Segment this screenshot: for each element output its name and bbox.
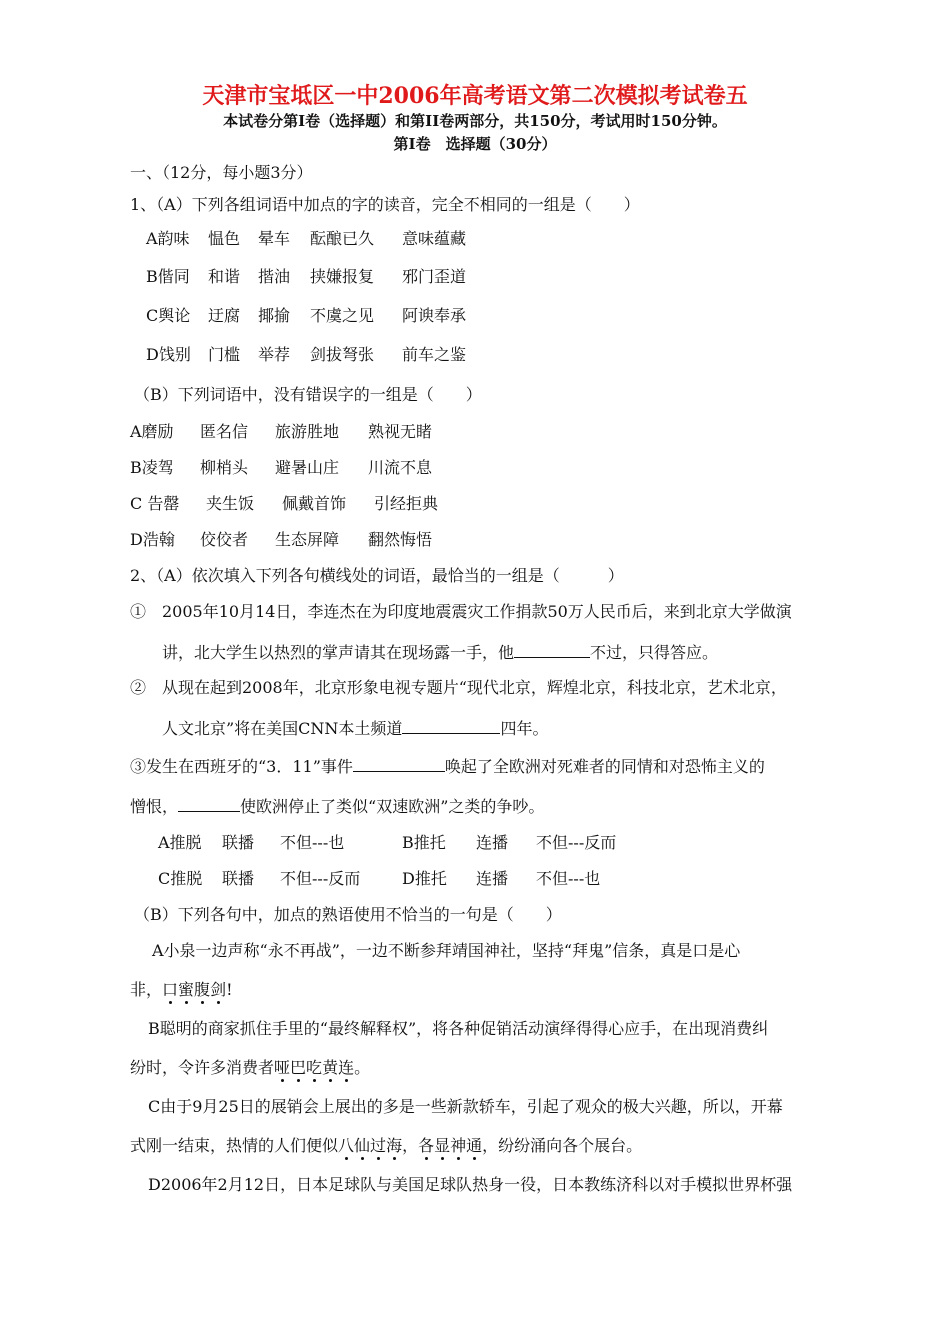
q2a-opt-d-3: 不但---也 — [536, 869, 601, 888]
q2b-option-c-line2 — [130, 1135, 642, 1157]
q1a-opt-c-2: 迂腐 — [208, 306, 241, 325]
q1a-opt-a-2: 愠色 — [208, 229, 241, 248]
q1a-opt-b-5: 邪门歪道 — [402, 267, 467, 286]
q1b-stem: （B）下列词语中，没有错误字的一组是（ ） — [134, 385, 482, 404]
q2a-opt-b-3: 不但---反而 — [536, 833, 617, 852]
q2a-sentence3-line2 — [130, 795, 544, 818]
q2a-s3-text-a: ③发生在西班牙的“3．11”事件 — [130, 757, 353, 776]
q1b-opt-b-1: B凌驾 — [130, 458, 174, 477]
q2a-s2-text-b: 四年。 — [500, 719, 549, 738]
q2b-b-text: 纷时，令许多消费者 — [130, 1058, 275, 1077]
dotted-idiom-b: 哑巴吃黄连 — [274, 1058, 355, 1077]
q1b-opt-b-4: 川流不息 — [368, 458, 433, 477]
q2a-sentence3-line1 — [130, 755, 765, 778]
q2a-s1-text-a: 讲，北大学生以热烈的掌声请其在现场露一手，他 — [162, 643, 515, 662]
q1b-opt-a-1: A磨励 — [130, 422, 174, 441]
q1a-opt-d-3: 举荐 — [258, 345, 291, 364]
q2a-sentence1-line2 — [162, 641, 718, 664]
q2b-c-end: ，纷纷涌向各个展台。 — [482, 1136, 643, 1155]
q1a-opt-b-3: 揩油 — [258, 267, 291, 286]
q1b-opt-a-2: 匿名信 — [200, 422, 249, 441]
q1a-opt-d-5: 前车之鉴 — [402, 345, 467, 364]
q2b-a-text: 非， — [130, 980, 163, 999]
q1a-opt-d-2: 门槛 — [208, 345, 241, 364]
q1b-opt-a-3: 旅游胜地 — [275, 422, 340, 441]
exam-intro: 本试卷分第Ⅰ卷（选择题）和第II卷两部分，共150分，考试用时150分钟。 — [223, 112, 727, 130]
fill-blank-2[interactable] — [402, 717, 500, 734]
q2b-option-d-line1: D2006年2月12日，日本足球队与美国足球队热身一役，日本教练济科以对手模拟世界杯强 — [148, 1175, 793, 1194]
q2a-sentence2-line1: ② 从现在起到2008年，北京形象电视专题片“现代北京，辉煌北京，科技北京，艺术北京， — [130, 678, 787, 697]
q1b-opt-c-2: 夹生饭 — [206, 494, 255, 513]
q1a-opt-c-3: 揶揄 — [258, 306, 291, 325]
q1a-opt-a-5: 意味蕴藏 — [402, 229, 467, 248]
q1a-opt-c-5: 阿谀奉承 — [402, 306, 467, 325]
q2a-opt-c-1: C推脱 — [158, 869, 203, 888]
q2a-s3-text-d: 使欧洲停止了类似“双速欧洲”之类的争吵。 — [240, 797, 545, 816]
q2b-option-b-line1: B聪明的商家抓住手里的“最终解释权”，将各种促销活动演绎得得心应手，在出现消费纠 — [148, 1019, 769, 1038]
q2a-opt-d-1: D推托 — [402, 869, 447, 888]
q1a-opt-b-2: 和谐 — [208, 267, 241, 286]
q2b-c-text: 式刚一结束，热情的人们便似 — [130, 1136, 339, 1155]
q1a-opt-b-4: 挟嫌报复 — [310, 267, 375, 286]
q1a-stem: 1、（A）下列各组词语中加点的字的读音，完全不相同的一组是（ ） — [130, 195, 640, 214]
q2a-opt-c-2: 联播 — [222, 869, 255, 888]
q2a-opt-a-3: 不但---也 — [280, 833, 345, 852]
q1a-opt-d-4: 剑拔弩张 — [310, 345, 375, 364]
dotted-idiom-a: 口蜜腹剑 — [162, 980, 227, 999]
q1a-opt-c-1: C舆论 — [146, 306, 191, 325]
q2b-b-end: 。 — [354, 1058, 371, 1077]
q1b-opt-a-4: 熟视无睹 — [368, 422, 433, 441]
q2a-opt-b-2: 连播 — [476, 833, 509, 852]
q1a-opt-d-1: D饯别 — [146, 345, 191, 364]
q2b-option-c-line1: C由于9月25日的展销会上展出的多是一些新款轿车，引起了观众的极大兴趣，所以，开幕 — [148, 1097, 783, 1116]
q1b-opt-c-4: 引经拒典 — [374, 494, 439, 513]
q1a-opt-a-1: A韵味 — [146, 229, 190, 248]
fill-blank-1[interactable] — [514, 641, 590, 658]
q2a-stem: 2、（A）依次填入下列各句横线处的词语，最恰当的一组是（ ） — [130, 566, 624, 585]
q2b-option-b-line2 — [130, 1057, 370, 1079]
q2a-s1-text-b: 不过，只得答应。 — [590, 643, 719, 662]
q1b-opt-d-3: 生态屏障 — [275, 530, 340, 549]
q2b-option-a-line2 — [130, 979, 233, 1001]
q1b-opt-d-1: D浩翰 — [130, 530, 175, 549]
q1b-opt-d-4: 翻然悔悟 — [368, 530, 433, 549]
q2b-a-end: ! — [226, 980, 233, 999]
q1a-opt-c-4: 不虞之见 — [310, 306, 375, 325]
q2a-sentence2-line2 — [162, 717, 548, 740]
q1b-opt-b-3: 避暑山庄 — [275, 458, 340, 477]
q2b-stem: （B）下列各句中，加点的熟语使用不恰当的一句是（ ） — [134, 905, 562, 924]
q2b-option-a-line1: A小泉一边声称“永不再战”，一边不断参拜靖国神社，坚持“拜鬼”信条，真是口是心 — [152, 941, 741, 960]
section-one-heading: 一、（12分，每小题3分） — [130, 163, 313, 182]
q2a-opt-a-2: 联播 — [222, 833, 255, 852]
part-one-heading: 第Ⅰ卷 选择题（30分） — [393, 135, 557, 153]
q1b-opt-c-1: C 告罄 — [130, 494, 180, 513]
q1a-opt-b-1: B偕同 — [146, 267, 190, 286]
q2a-s2-text-a: 人文北京”将在美国CNN本土频道 — [162, 719, 403, 738]
q2a-opt-b-1: B推托 — [402, 833, 446, 852]
q2a-opt-a-1: A推脱 — [158, 833, 202, 852]
q1a-opt-a-4: 酝酿已久 — [310, 229, 375, 248]
fill-blank-4[interactable] — [178, 795, 240, 812]
q1b-opt-b-2: 柳梢头 — [200, 458, 249, 477]
dotted-idiom-c: 八仙过海，各显神通 — [338, 1136, 483, 1155]
q2a-sentence1-line1: ① 2005年10月14日，李连杰在为印度地震震灾工作捐款50万人民币后，来到北京大学做演 — [130, 602, 792, 621]
q1b-opt-c-3: 佩戴首饰 — [282, 494, 347, 513]
exam-title: 天津市宝坻区一中2006年高考语文第二次模拟考试卷五 — [202, 83, 748, 109]
q1b-opt-d-2: 佼佼者 — [200, 530, 249, 549]
fill-blank-3[interactable] — [353, 755, 445, 772]
q2a-s3-text-b: 唤起了全欧洲对死难者的同情和对恐怖主义的 — [444, 757, 765, 776]
q2a-s3-text-c: 憎恨， — [130, 797, 179, 816]
q2a-opt-c-3: 不但---反而 — [280, 869, 361, 888]
q1a-opt-a-3: 晕车 — [258, 229, 291, 248]
q2a-opt-d-2: 连播 — [476, 869, 509, 888]
